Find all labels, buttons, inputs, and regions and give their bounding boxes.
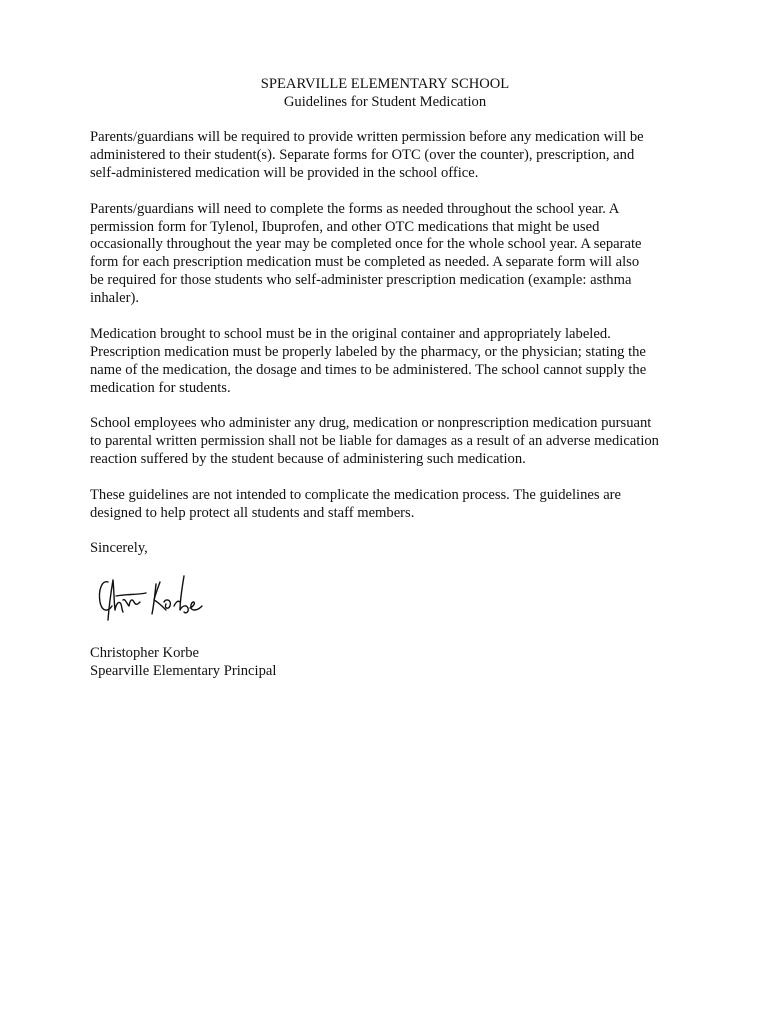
text-line: reaction suffered by the student because of administering such medication.: [90, 451, 526, 468]
school-name: SPEARVILLE ELEMENTARY SCHOOL: [260, 76, 510, 92]
text-line: Parents/guardians will be required to provide written permission before any medication will be: [90, 129, 644, 145]
text-line: medication for students.: [90, 379, 231, 396]
paragraph: [90, 487, 690, 523]
paragraph: [90, 415, 690, 469]
signer-title: Spearville Elementary Principal: [90, 662, 277, 679]
letter-header: [0, 76, 770, 112]
text-line: name of the medication, the dosage and times to be administered. The school cannot supply the: [90, 361, 647, 378]
signature: [94, 560, 204, 626]
text-line: form for each prescription medication must be completed as needed. A separate form will also: [90, 254, 640, 271]
text-line: Parents/guardians will need to complete the forms as needed throughout the school year. A: [90, 200, 620, 217]
text-line: School employees who administer any drug, medication or nonprescription medication pursuant: [90, 415, 652, 432]
paragraph: [90, 129, 690, 183]
text-line: occasionally throughout the year may be completed once for the whole school year. A separate: [90, 236, 642, 253]
paragraph: [90, 326, 690, 398]
text-line: designed to help protect all students and staff members.: [90, 504, 415, 521]
text-line: Medication brought to school must be in the original container and appropriately labeled.: [90, 325, 611, 342]
letter-body: [90, 129, 690, 541]
text-line: inhaler).: [90, 290, 140, 307]
paragraph: [90, 201, 690, 308]
text-line: be required for those students who self-administer prescription medication (example: asthma: [90, 272, 632, 289]
text-line: Prescription medication must be properly labeled by the pharmacy, or the physician; stating the: [90, 343, 646, 360]
signer-name: Christopher Korbe: [90, 645, 200, 661]
text-line: self-administered medication will be provided in the school office.: [90, 164, 479, 181]
document-title: Guidelines for Student Medication: [283, 93, 487, 110]
text-line: permission form for Tylenol, Ibuprofen, and other OTC medications that might be used: [90, 218, 600, 235]
signer-block: [90, 645, 276, 681]
text-line: to parental written permission shall not be liable for damages as a result of an adverse medication: [90, 433, 659, 450]
closing: Sincerely,: [90, 540, 148, 556]
text-line: These guidelines are not intended to complicate the medication process. The guidelines are: [90, 487, 622, 504]
text-line: administered to their student(s). Separate forms for OTC (over the counter), prescription, and: [90, 146, 635, 163]
